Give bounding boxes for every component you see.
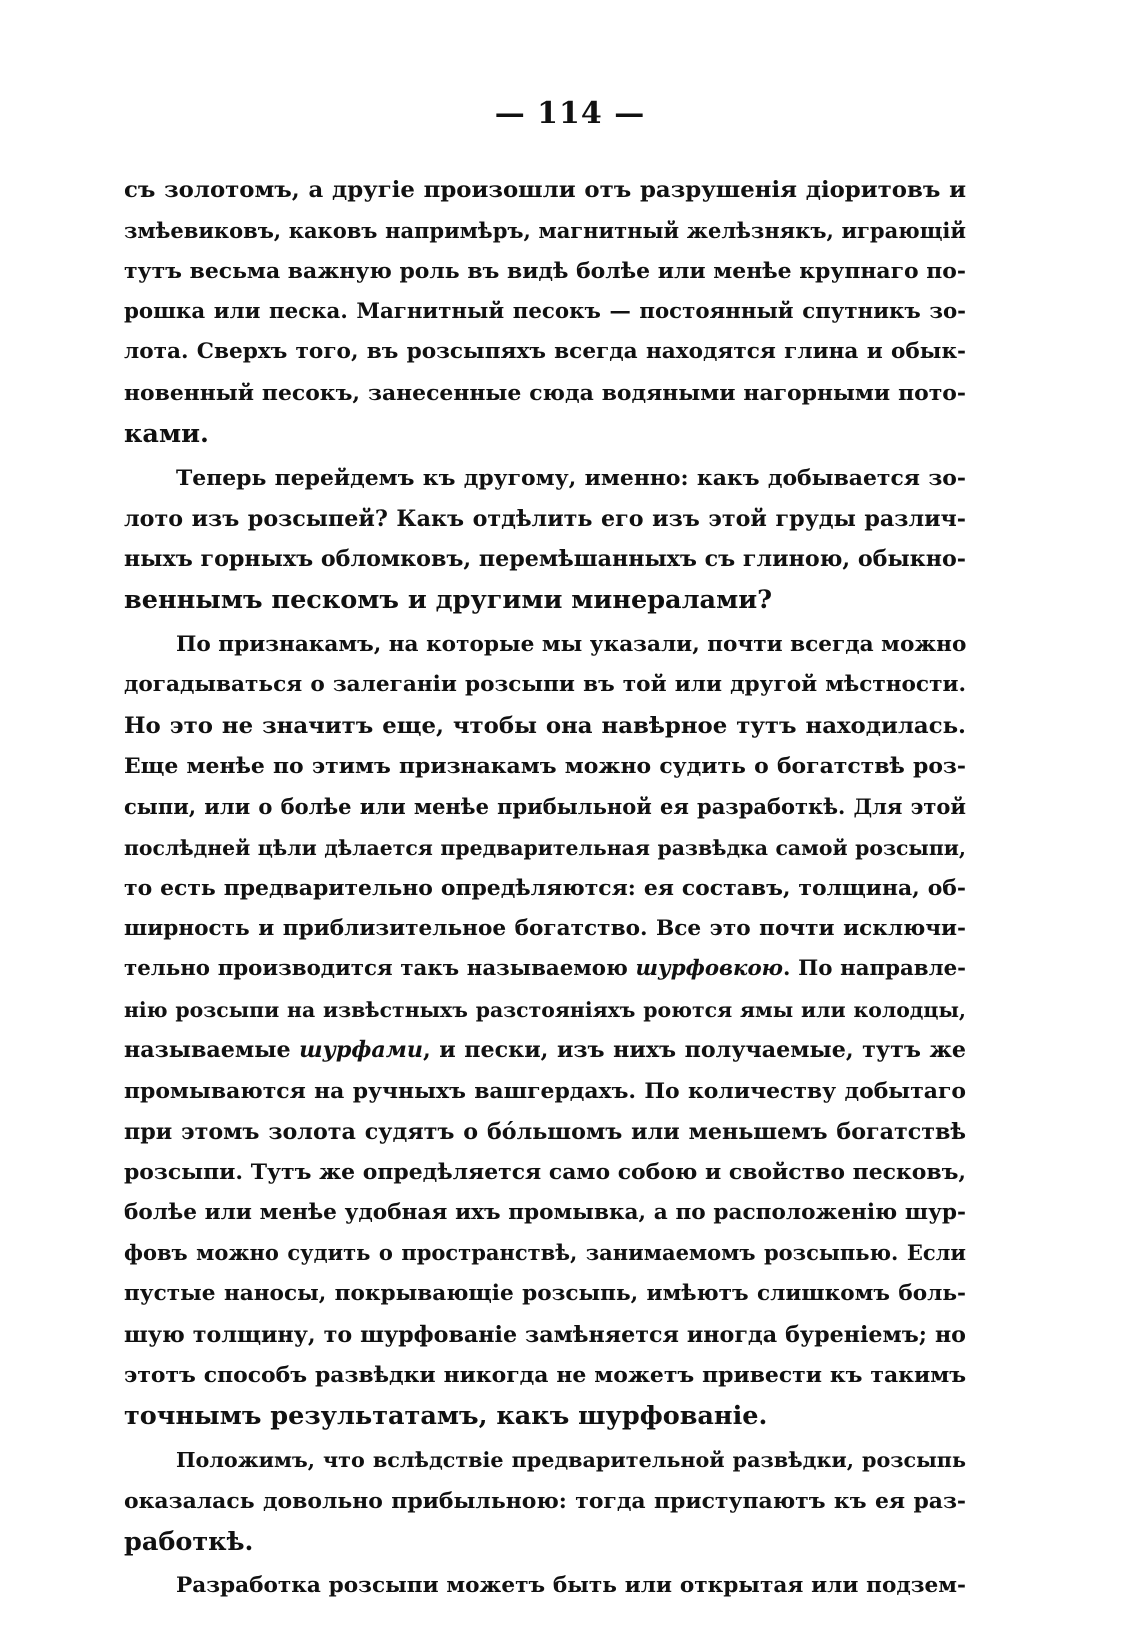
paragraph-first-line: Теперь перейдемъ къ другому, именно: какъ добывается зо- [176,465,966,492]
text-line: этотъ способъ развѣдки никогда не можетъ привести къ такимъ [124,1362,966,1389]
text-span: тельно производится такъ называемою [124,956,636,982]
text-line: розсыпи. Тутъ же опредѣляется само собою и свойство песковъ, [124,1159,966,1186]
text-line: то есть предварительно опредѣляются: ея составъ, толщина, об- [124,875,966,902]
text-line: веннымъ пескомъ и другими минералами? [124,584,773,615]
text-span: , и пески, изъ нихъ получаемые, тутъ же [423,1037,966,1064]
text-line: при этомъ золота судятъ о бóльшомъ или меньшемъ богатствѣ [124,1118,966,1145]
text-line: тутъ весьма важную роль въ видѣ болѣе или менѣе крупнаго по- [124,258,966,285]
text-line: промываются на ручныхъ вашгердахъ. По количеству добытаго [124,1078,966,1105]
text-line: ширность и приблизительное богатство. Все это почти исключи- [124,915,966,941]
text-line: съ золотомъ, а другіе произошли отъ разрушенія діоритовъ и [124,177,966,203]
text-span: . По направле- [783,956,966,982]
page-number: — 114 — [494,96,646,131]
text-line: ками. [124,418,209,449]
text-line: шую толщину, то шурфованіе замѣняется иногда буреніемъ; но [124,1321,966,1348]
text-line: Еще менѣе по этимъ признакамъ можно судить о богатствѣ роз- [124,753,966,780]
text-line: послѣдней цѣли дѣлается предварительная развѣдка самой розсыпи, [124,835,966,860]
text-line: точнымъ результатамъ, какъ шурфованіе. [124,1400,768,1431]
text-line [124,949,966,990]
text-line: работкѣ. [124,1526,254,1557]
text-span: называемые [124,1037,300,1064]
paragraph-first-line: Разработка розсыпи можетъ быть или открытая или подзем- [176,1573,966,1599]
text-line: Но это не значитъ еще, чтобы она навѣрное тутъ находилась. [124,712,966,739]
text-line: ныхъ горныхъ обломковъ, перемѣшанныхъ съ глиною, обыкно- [124,546,966,573]
text-line: нію розсыпи на извѣстныхъ разстояніяхъ роются ямы или колодцы, [124,997,966,1022]
text-line [124,1030,966,1071]
text-line: пустые наносы, покрывающіе розсыпь, имѣютъ слишкомъ боль- [124,1281,966,1307]
text-line: догадываться о залеганіи розсыпи въ той или другой мѣстности. [124,672,966,698]
text-line: змѣевиковъ, каковъ напримѣръ, магнитный желѣзнякъ, играющій [124,217,966,243]
italic-term: шурфами [299,1037,423,1064]
text-line: рошка или песка. Магнитный песокъ — постоянный спутникъ зо- [124,298,966,324]
paragraph-first-line: По признакамъ, на которые мы указали, почти всегда можно [176,631,967,657]
body-text [124,170,966,1607]
text-line: лота. Сверхъ того, въ розсыпяхъ всегда находятся глина и обык- [124,339,966,365]
text-line: болѣе или менѣе удобная ихъ промывка, а по расположенію шур- [124,1199,966,1225]
text-line: лото изъ розсыпей? Какъ отдѣлить его изъ этой груды различ- [124,505,966,532]
text-line: сыпи, или о болѣе или менѣе прибыльной ея разработкѣ. Для этой [124,793,966,819]
italic-term: шурфовкою [635,956,783,982]
text-line: новенный песокъ, занесенные сюда водяными нагорными пото- [124,379,966,406]
text-line: оказалась довольно прибыльною: тогда приступаютъ къ ея раз- [124,1488,966,1514]
text-line: фовъ можно судить о пространствѣ, занимаемомъ розсыпью. Если [124,1240,966,1266]
paragraph-first-line: Положимъ, что вслѣдствіе предварительной развѣдки, розсыпь [176,1448,966,1473]
